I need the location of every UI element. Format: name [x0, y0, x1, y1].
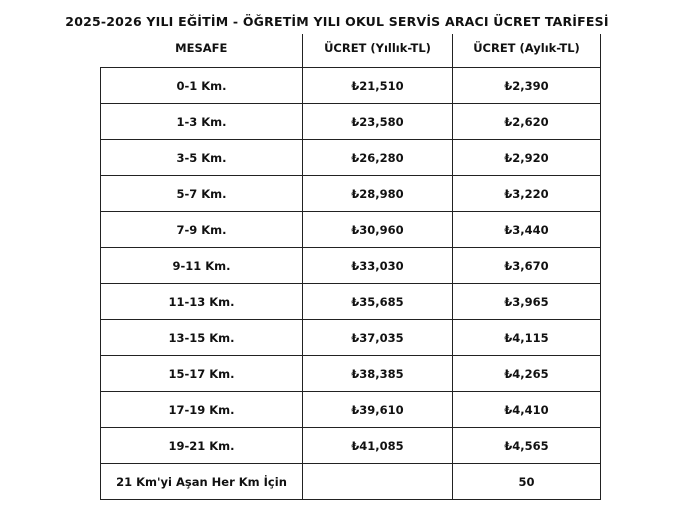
- distance-cell: 13-15 Km.: [101, 320, 303, 356]
- yearly-fee-cell: ₺35,685: [303, 284, 453, 320]
- extra-km-row: [101, 464, 601, 500]
- table-row: [101, 356, 601, 392]
- tariff-table: [100, 34, 601, 500]
- yearly-fee-cell: ₺30,960: [303, 212, 453, 248]
- distance-cell: 11-13 Km.: [101, 284, 303, 320]
- table-row: [101, 248, 601, 284]
- monthly-fee-cell: ₺4,410: [453, 392, 601, 428]
- yearly-fee-cell: ₺38,385: [303, 356, 453, 392]
- table-row: [101, 68, 601, 104]
- monthly-fee-cell: ₺3,670: [453, 248, 601, 284]
- column-header-monthly-fee: ÜCRET (Aylık-TL): [453, 34, 601, 68]
- yearly-fee-cell: ₺26,280: [303, 140, 453, 176]
- distance-cell: 0-1 Km.: [101, 68, 303, 104]
- distance-cell: 7-9 Km.: [101, 212, 303, 248]
- yearly-fee-cell: ₺41,085: [303, 428, 453, 464]
- monthly-fee-cell: ₺3,440: [453, 212, 601, 248]
- yearly-fee-cell: ₺28,980: [303, 176, 453, 212]
- table-row: [101, 212, 601, 248]
- yearly-fee-cell: ₺21,510: [303, 68, 453, 104]
- table-header-row: [101, 34, 601, 68]
- distance-cell: 15-17 Km.: [101, 356, 303, 392]
- monthly-fee-cell: ₺3,965: [453, 284, 601, 320]
- column-header-distance: MESAFE: [101, 34, 303, 68]
- page-title: 2025-2026 YILI EĞİTİM - ÖĞRETİM YILI OKUL SERVİS ARACI ÜCRET TARİFESİ: [65, 14, 609, 29]
- monthly-fee-cell: ₺2,390: [453, 68, 601, 104]
- monthly-fee-cell: ₺4,565: [453, 428, 601, 464]
- monthly-fee-cell: ₺4,115: [453, 320, 601, 356]
- monthly-fee-cell: ₺4,265: [453, 356, 601, 392]
- yearly-fee-cell: ₺37,035: [303, 320, 453, 356]
- yearly-fee-cell: ₺33,030: [303, 248, 453, 284]
- yearly-fee-cell: ₺39,610: [303, 392, 453, 428]
- distance-cell: 1-3 Km.: [101, 104, 303, 140]
- distance-cell: 17-19 Km.: [101, 392, 303, 428]
- monthly-fee-cell: ₺3,220: [453, 176, 601, 212]
- table-row: [101, 320, 601, 356]
- distance-cell: 9-11 Km.: [101, 248, 303, 284]
- distance-cell: 3-5 Km.: [101, 140, 303, 176]
- yearly-fee-cell: ₺23,580: [303, 104, 453, 140]
- monthly-fee-cell: ₺2,620: [453, 104, 601, 140]
- extra-km-yearly-cell: [303, 464, 453, 500]
- monthly-fee-cell: ₺2,920: [453, 140, 601, 176]
- column-header-yearly-fee: ÜCRET (Yıllık-TL): [303, 34, 453, 68]
- table-row: [101, 176, 601, 212]
- table-row: [101, 392, 601, 428]
- extra-km-monthly-cell: 50: [453, 464, 601, 500]
- distance-cell: 5-7 Km.: [101, 176, 303, 212]
- table-row: [101, 140, 601, 176]
- table-row: [101, 284, 601, 320]
- table-row: [101, 104, 601, 140]
- distance-cell: 19-21 Km.: [101, 428, 303, 464]
- table-row: [101, 428, 601, 464]
- extra-km-label: 21 Km'yi Aşan Her Km İçin: [101, 464, 303, 500]
